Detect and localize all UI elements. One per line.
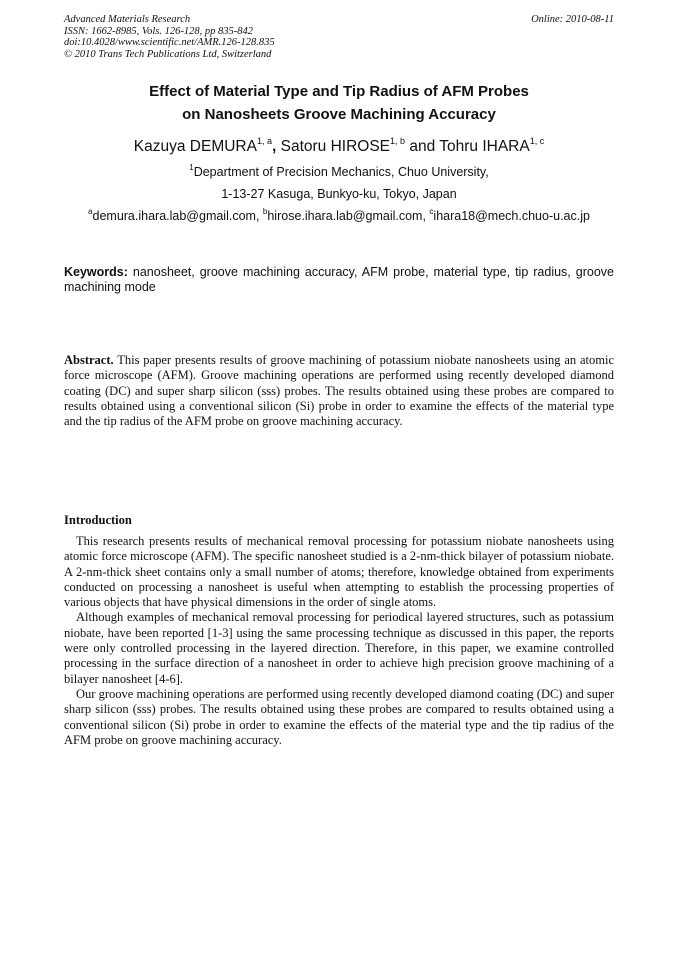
author-name: Kazuya DEMURA xyxy=(133,138,257,155)
keywords-section xyxy=(64,265,614,295)
author-name: Tohru IHARA xyxy=(439,138,530,155)
keywords-text: nanosheet, groove machining accuracy, AFM probe, material type, tip radius, groove machining mode xyxy=(64,265,614,294)
issn-line: ISSN: 1662-8985, Vols. 126-128, pp 835-842 xyxy=(64,25,253,37)
title-line-1: Effect of Material Type and Tip Radius of AFM Probes xyxy=(149,83,529,100)
title-line-2: on Nanosheets Groove Machining Accuracy xyxy=(182,106,496,123)
author-name: Satoru HIROSE xyxy=(280,138,391,155)
affiliation-department xyxy=(64,164,614,180)
affiliation-address: 1-13-27 Kasuga, Bunkyo-ku, Tokyo, Japan xyxy=(221,187,457,201)
keywords-label: Keywords: xyxy=(64,265,128,279)
journal-name: Advanced Materials Research xyxy=(64,14,191,25)
author-emails xyxy=(64,208,614,224)
email-superscript: b xyxy=(262,207,268,216)
paragraph: This research presents results of mechanical removal processing for potassium niobate nanosheets using atomic force microscope (AFM). The specific nanosheet studied is a 2-nm-thick bilayer of potassium niobate. A 2-nm-thick sheet contains only a small number of atoms; therefore, knowledge obtained from experiments conducted on processing a nanosheet is useful when attempting to establish the processing properties of various objects that have physical dimensions in the order of single atoms. xyxy=(64,534,614,610)
department-text: Department of Precision Mechanics, Chuo University, xyxy=(193,165,489,179)
author-list xyxy=(64,137,614,157)
paragraph: Our groove machining operations are performed using recently developed diamond coating (DC) and super sharp silicon (sss) probes. The results obtained using these probes are compared to results obtained using a conventional silicon (Si) probe in order to examine the effects of the material type and the tip radius of the AFM probe on groove machining accuracy. xyxy=(64,686,614,747)
online-date: Online: 2010-08-11 xyxy=(531,14,614,25)
author-superscript: 1, a xyxy=(256,136,272,146)
journal-header xyxy=(64,14,614,60)
abstract-section xyxy=(64,353,614,429)
author-separator: , xyxy=(271,138,281,155)
introduction-body xyxy=(64,534,614,748)
abstract-text: This paper presents results of groove machining of potassium niobate nanosheets using an atomic force microscope (AFM). Groove machining operations are performed using recently developed diamond coating (DC) and super sharp silicon (sss) probes. The results obtained using these probes are compared to results obtained using a conventional silicon (Si) probe in order to examine the effects of the material type and the tip radius of the AFM probe on groove machining accuracy. xyxy=(64,353,614,429)
email-superscript: a xyxy=(88,207,93,216)
email-address: ihara18@mech.chuo-u.ac.jp xyxy=(433,209,590,223)
abstract-label: Abstract. xyxy=(64,353,114,367)
affiliation-superscript: 1 xyxy=(189,163,194,172)
paper-title xyxy=(64,80,614,126)
author-separator: and xyxy=(405,138,440,155)
paragraph: Although examples of mechanical removal processing for periodical layered structures, such as potassium niobate, have been reported [1-3] using the same processing technique as discussed in this paper, the reports were only controlled processing in the layered direction. Therefore, in this paper, we examine controlled processing in the surface direction of a nanosheet in order to achieve high precision groove machining of a bilayer nanosheet [4-6]. xyxy=(64,610,614,686)
doi-line: doi:10.4028/www.scientific.net/AMR.126-128.835 xyxy=(64,37,275,48)
email-superscript: c xyxy=(429,207,434,216)
copyright-line: © 2010 Trans Tech Publications Ltd, Switzerland xyxy=(64,48,272,60)
author-superscript: 1, b xyxy=(390,136,406,146)
author-superscript: 1, c xyxy=(529,136,545,146)
introduction-heading: Introduction xyxy=(64,513,132,527)
email-address: hirose.ihara.lab@gmail.com, xyxy=(267,209,430,223)
email-address: demura.ihara.lab@gmail.com, xyxy=(92,209,263,223)
